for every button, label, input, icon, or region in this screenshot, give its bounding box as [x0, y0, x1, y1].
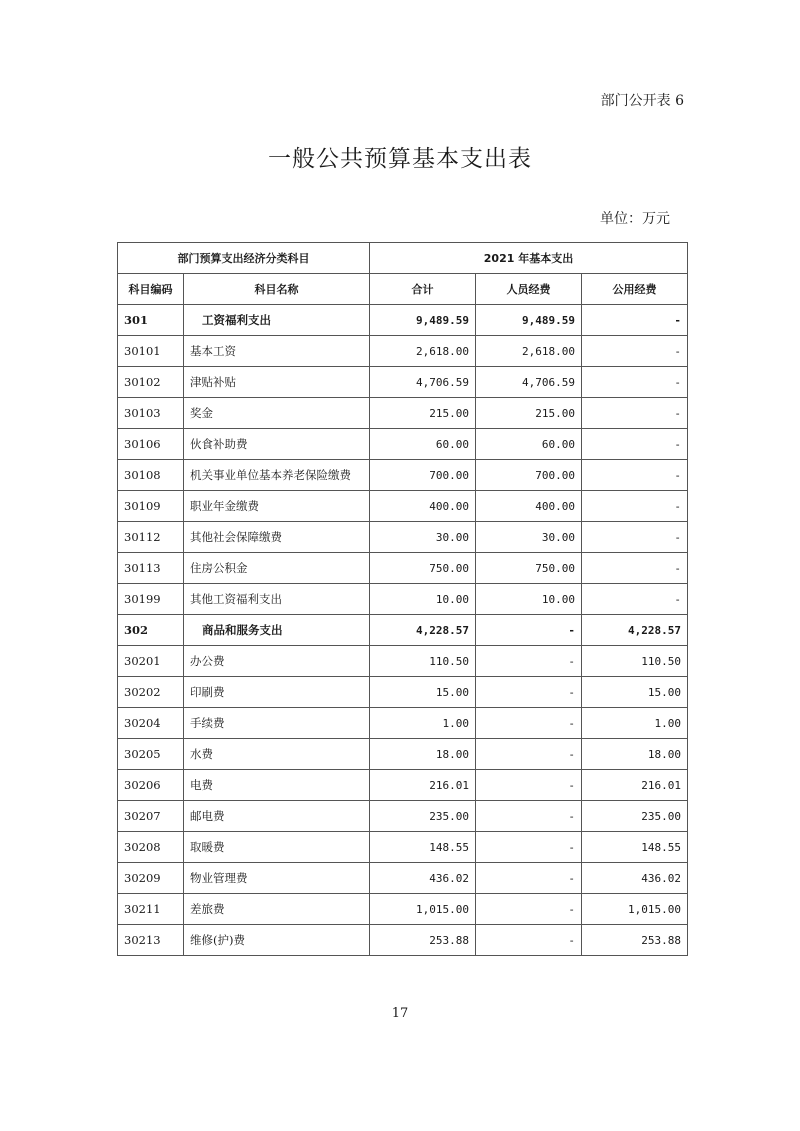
cell-name: 手续费 — [184, 708, 370, 739]
table-row — [118, 708, 688, 739]
cell-public: 110.50 — [582, 646, 688, 677]
table-row — [118, 894, 688, 925]
column-header-personnel: 人员经费 — [476, 274, 582, 305]
cell-public: - — [582, 305, 688, 336]
cell-code: 30109 — [118, 491, 184, 522]
cell-personnel: 700.00 — [476, 460, 582, 491]
cell-public: - — [582, 460, 688, 491]
cell-code: 302 — [118, 615, 184, 646]
cell-code: 30213 — [118, 925, 184, 956]
cell-code: 30101 — [118, 336, 184, 367]
cell-total: 4,228.57 — [370, 615, 476, 646]
cell-code: 30106 — [118, 429, 184, 460]
table-body — [118, 305, 688, 956]
cell-name: 其他社会保障缴费 — [184, 522, 370, 553]
cell-code: 301 — [118, 305, 184, 336]
budget-table — [117, 242, 688, 956]
table-row-group — [118, 615, 688, 646]
cell-public: 1.00 — [582, 708, 688, 739]
group-header-classification: 部门预算支出经济分类科目 — [118, 243, 370, 274]
cell-public: 18.00 — [582, 739, 688, 770]
column-header-total: 合计 — [370, 274, 476, 305]
cell-personnel: - — [476, 925, 582, 956]
cell-public: 253.88 — [582, 925, 688, 956]
table-row-group — [118, 305, 688, 336]
cell-code: 30209 — [118, 863, 184, 894]
table-row — [118, 646, 688, 677]
cell-total: 148.55 — [370, 832, 476, 863]
cell-name: 商品和服务支出 — [184, 615, 370, 646]
cell-name: 其他工资福利支出 — [184, 584, 370, 615]
cell-public: - — [582, 398, 688, 429]
cell-name: 工资福利支出 — [184, 305, 370, 336]
cell-name: 职业年金缴费 — [184, 491, 370, 522]
cell-code: 30201 — [118, 646, 184, 677]
cell-public: 1,015.00 — [582, 894, 688, 925]
cell-total: 216.01 — [370, 770, 476, 801]
cell-total: 110.50 — [370, 646, 476, 677]
cell-name: 印刷费 — [184, 677, 370, 708]
cell-personnel: 60.00 — [476, 429, 582, 460]
cell-name: 差旅费 — [184, 894, 370, 925]
cell-total: 215.00 — [370, 398, 476, 429]
cell-total: 4,706.59 — [370, 367, 476, 398]
table-row — [118, 398, 688, 429]
cell-personnel: - — [476, 739, 582, 770]
cell-code: 30112 — [118, 522, 184, 553]
cell-name: 办公费 — [184, 646, 370, 677]
cell-name: 基本工资 — [184, 336, 370, 367]
cell-code: 30211 — [118, 894, 184, 925]
cell-personnel: - — [476, 770, 582, 801]
cell-public: - — [582, 553, 688, 584]
table-row — [118, 553, 688, 584]
cell-public: 235.00 — [582, 801, 688, 832]
cell-name: 取暖费 — [184, 832, 370, 863]
cell-name: 机关事业单位基本养老保险缴费 — [184, 460, 370, 491]
cell-code: 30108 — [118, 460, 184, 491]
cell-code: 30113 — [118, 553, 184, 584]
cell-personnel: 4,706.59 — [476, 367, 582, 398]
column-header-public: 公用经费 — [582, 274, 688, 305]
cell-total: 30.00 — [370, 522, 476, 553]
unit-label: 单位：万元 — [600, 211, 670, 227]
cell-total: 60.00 — [370, 429, 476, 460]
cell-code: 30205 — [118, 739, 184, 770]
cell-public: 15.00 — [582, 677, 688, 708]
cell-personnel: 9,489.59 — [476, 305, 582, 336]
table-row — [118, 739, 688, 770]
cell-personnel: - — [476, 708, 582, 739]
cell-total: 18.00 — [370, 739, 476, 770]
cell-name: 邮电费 — [184, 801, 370, 832]
cell-public: - — [582, 429, 688, 460]
cell-code: 30207 — [118, 801, 184, 832]
cell-total: 15.00 — [370, 677, 476, 708]
cell-public: - — [582, 522, 688, 553]
cell-code: 30199 — [118, 584, 184, 615]
cell-name: 住房公积金 — [184, 553, 370, 584]
cell-code: 30208 — [118, 832, 184, 863]
cell-public: 148.55 — [582, 832, 688, 863]
cell-name: 伙食补助费 — [184, 429, 370, 460]
cell-personnel: 30.00 — [476, 522, 582, 553]
cell-name: 水费 — [184, 739, 370, 770]
cell-total: 700.00 — [370, 460, 476, 491]
table-tag: 部门公开表 6 — [600, 93, 684, 109]
table-row — [118, 801, 688, 832]
cell-public: 216.01 — [582, 770, 688, 801]
cell-personnel: - — [476, 615, 582, 646]
cell-public: - — [582, 584, 688, 615]
cell-total: 253.88 — [370, 925, 476, 956]
cell-personnel: 750.00 — [476, 553, 582, 584]
cell-total: 750.00 — [370, 553, 476, 584]
table-row — [118, 460, 688, 491]
table-row — [118, 832, 688, 863]
table-row — [118, 925, 688, 956]
cell-code: 30202 — [118, 677, 184, 708]
table-row — [118, 336, 688, 367]
page-title: 一般公共预算基本支出表 — [268, 146, 532, 172]
cell-personnel: 215.00 — [476, 398, 582, 429]
group-header-year: 2021 年基本支出 — [370, 243, 688, 274]
cell-code: 30102 — [118, 367, 184, 398]
column-header-code: 科目编码 — [118, 274, 184, 305]
table-row — [118, 584, 688, 615]
cell-code: 30103 — [118, 398, 184, 429]
cell-name: 维修(护)费 — [184, 925, 370, 956]
table-row — [118, 367, 688, 398]
cell-total: 9,489.59 — [370, 305, 476, 336]
cell-public: 436.02 — [582, 863, 688, 894]
cell-public: 4,228.57 — [582, 615, 688, 646]
cell-name: 奖金 — [184, 398, 370, 429]
cell-total: 2,618.00 — [370, 336, 476, 367]
cell-personnel: 400.00 — [476, 491, 582, 522]
cell-personnel: - — [476, 894, 582, 925]
cell-name: 电费 — [184, 770, 370, 801]
cell-personnel: - — [476, 801, 582, 832]
cell-total: 10.00 — [370, 584, 476, 615]
cell-personnel: 10.00 — [476, 584, 582, 615]
table-row — [118, 863, 688, 894]
cell-personnel: 2,618.00 — [476, 336, 582, 367]
table-row — [118, 429, 688, 460]
cell-code: 30206 — [118, 770, 184, 801]
cell-public: - — [582, 367, 688, 398]
cell-public: - — [582, 336, 688, 367]
table-row — [118, 677, 688, 708]
cell-total: 1.00 — [370, 708, 476, 739]
cell-code: 30204 — [118, 708, 184, 739]
cell-public: - — [582, 491, 688, 522]
table-row — [118, 522, 688, 553]
cell-total: 436.02 — [370, 863, 476, 894]
cell-total: 400.00 — [370, 491, 476, 522]
page-number: 17 — [391, 1006, 409, 1021]
table-row — [118, 491, 688, 522]
table-row — [118, 770, 688, 801]
cell-total: 1,015.00 — [370, 894, 476, 925]
cell-total: 235.00 — [370, 801, 476, 832]
column-header-name: 科目名称 — [184, 274, 370, 305]
cell-personnel: - — [476, 863, 582, 894]
cell-personnel: - — [476, 677, 582, 708]
cell-name: 津贴补贴 — [184, 367, 370, 398]
cell-personnel: - — [476, 646, 582, 677]
cell-name: 物业管理费 — [184, 863, 370, 894]
cell-personnel: - — [476, 832, 582, 863]
